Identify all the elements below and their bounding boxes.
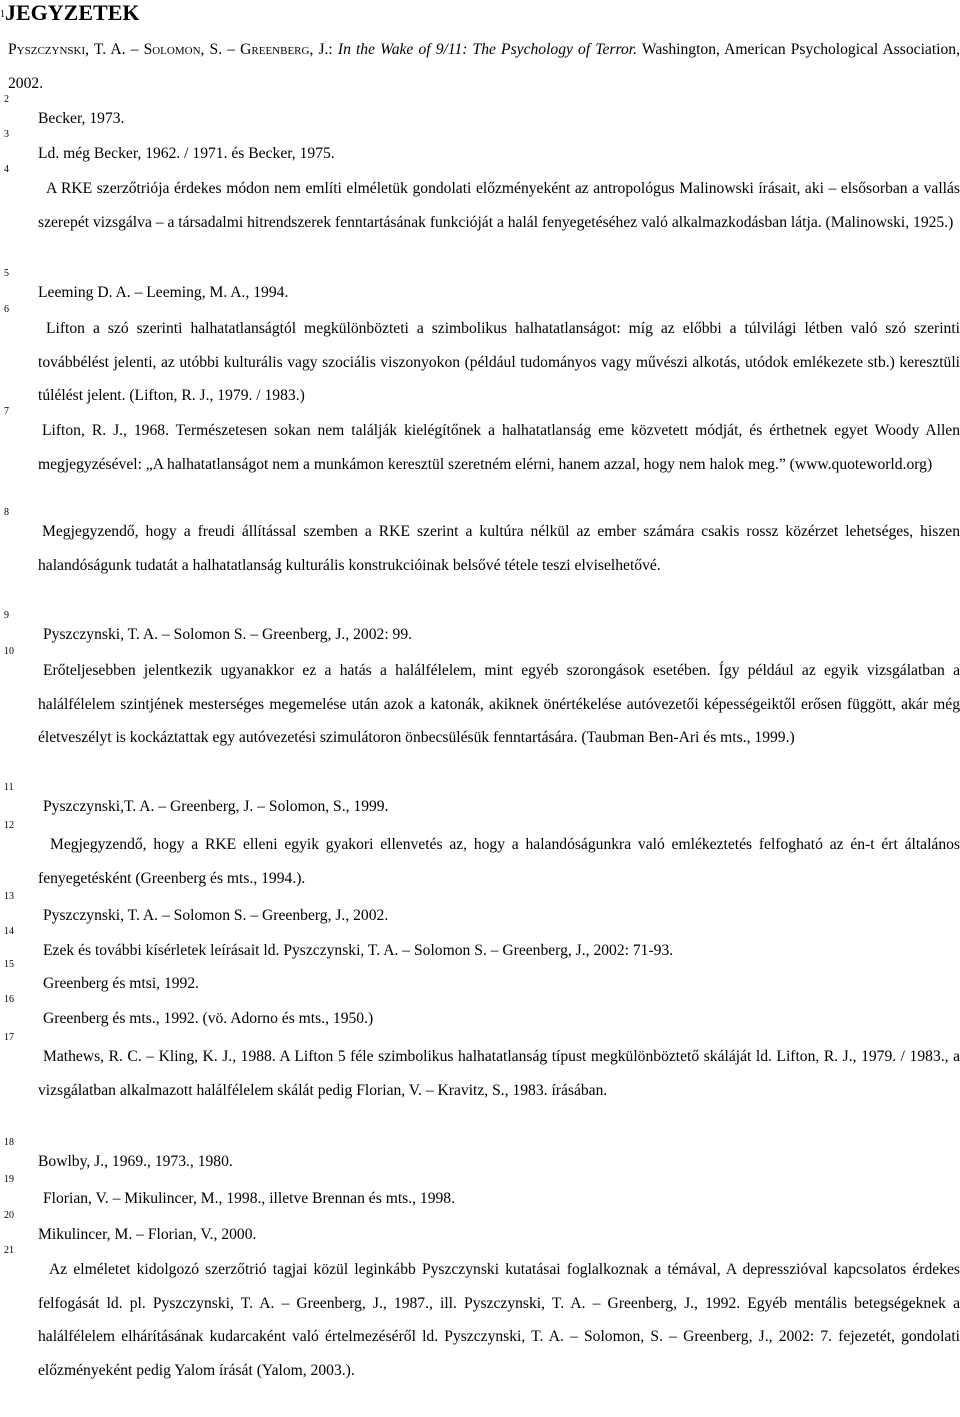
note-20 <box>0 1210 960 1252</box>
note-number: 9 <box>4 610 9 621</box>
heading-title: JEGYZETEK <box>5 0 140 25</box>
note-number: 2 <box>4 94 9 105</box>
note-5 <box>0 268 960 310</box>
note-number: 21 <box>4 1245 14 1256</box>
note-3 <box>0 129 960 171</box>
note-8 <box>0 507 960 582</box>
note-number: 8 <box>4 507 9 518</box>
note-1-separator-1: – <box>125 41 144 58</box>
note-text: Mikulincer, M. – Florian, V., 2000. <box>38 1226 257 1243</box>
note-text: Ezek és további kísérletek leírásait ld. Pyszczynski, T. A. – Solomon S. – Greenberg, J., 2002: 71-93. <box>43 942 674 959</box>
note-1-separator-2: – <box>222 41 241 58</box>
note-number: 20 <box>4 1210 14 1221</box>
note-number: 17 <box>4 1032 14 1043</box>
note-text: Lifton, R. J., 1968. Természetesen sokan nem találják kielégítőnek a halhatatlanság eme közvetett módját, és érthetnek egyet Woody Allen megjegyzésével: „A halhatatlanságot nem a munkámon keresztül szeretném elérni, hanem azzal, hogy nem halok meg.” (www.quoteworld.org) <box>38 422 960 473</box>
note-6 <box>0 304 960 413</box>
note-text: Erőteljesebben jelentkezik ugyanakkor ez a hatás a halálfélelem, mint egyéb szorongások esetében. Így például az egyik vizsgálatban a halálfélelem szintjének mesterséges megemelése után azok a katonák, akiknek önértékelése autóvezetői képességeiktől erősen függött, akár még életveszélyt is kockáztattak egy autóvezetési szimulátoron önbecsülésük fenntartására. (Taubman Ben-Ari és mts., 1999.) <box>38 662 960 746</box>
note-text: Mathews, R. C. – Kling, K. J., 1988. A Lifton 5 féle szimbolikus halhatatlanság típust megkülönböztető skáláját ld. Lifton, R. J., 1979. / 1983., a vizsgálatban alkalmazott halálfélelem skálát pedig Florian, V. – Kravitz, S., 1983. írásában. <box>38 1048 960 1099</box>
note-19 <box>0 1174 960 1216</box>
note-1 <box>0 33 960 100</box>
note-text: Lifton a szó szerinti halhatatlanságtól megkülönbözteti a szimbolikus halhatatlanságot: míg az előbbi a túlvilági létben való szó szerinti továbbélést jelenti, az utóbbi kulturális vagy szociális viszonyokon (például tudományos vagy művészi alkotás, utódok emlékezete stb.) keresztüli túlélést jelent. (Lifton, R. J., 1979. / 1983.) <box>38 320 960 404</box>
note-14 <box>0 926 960 968</box>
note-number: 16 <box>4 994 14 1005</box>
note-text: Leeming D. A. – Leeming, M. A., 1994. <box>38 284 289 301</box>
note-1-title: In the Wake of 9/11: The Psychology of Terror. <box>337 41 638 58</box>
note-1-text <box>8 33 960 100</box>
note-text: Becker, 1973. <box>38 110 125 127</box>
note-number: 14 <box>4 926 14 937</box>
note-18 <box>0 1137 960 1179</box>
note-text: A RKE szerzőtriója érdekes módon nem említi elméletük gondolati előzményeként az antropológus Malinowski írásait, aki – elsősorban a vallás szerepét vizsgálva – a társadalmi hitrendszerek fenntartásának funkcióját a halál fenyegetéséhez való alkalmazkodásban látja. (Malinowski, 1925.) <box>38 180 960 231</box>
note-9 <box>0 610 960 652</box>
note-text: Greenberg és mts., 1992. (vö. Adorno és mts., 1950.) <box>43 1010 374 1027</box>
note-1-author-2: Solomon, S. <box>143 41 223 58</box>
note-number: 6 <box>4 304 9 315</box>
note-10 <box>0 646 960 755</box>
note-1-author-3: Greenberg, J. <box>240 41 329 58</box>
note-1-colon: : <box>328 41 338 58</box>
note-15 <box>0 959 960 1001</box>
note-text: Megjegyzendő, hogy a RKE elleni egyik gyakori ellenvetés az, hogy a halandóságunkra való emlékeztetés felfogható az én-t ért általános fenyegetésként (Greenberg és mts., 1994.). <box>38 836 960 887</box>
note-number: 12 <box>4 820 14 831</box>
note-number: 15 <box>4 959 14 970</box>
note-4 <box>0 164 960 239</box>
notes-heading <box>0 0 139 26</box>
note-text: Florian, V. – Mikulincer, M., 1998., illetve Brennan és mts., 1998. <box>43 1190 455 1207</box>
note-number: 4 <box>4 164 9 175</box>
note-12 <box>0 820 960 895</box>
note-21 <box>0 1245 960 1387</box>
note-text: Greenberg és mtsi, 1992. <box>43 975 200 992</box>
note-1-rest: Washington, American Psychological Association, 2002. <box>8 41 960 92</box>
note-17 <box>0 1032 960 1107</box>
note-text: Ld. még Becker, 1962. / 1971. és Becker, 1975. <box>38 145 335 162</box>
note-number: 13 <box>4 891 14 902</box>
note-11 <box>0 782 960 824</box>
note-7 <box>0 406 960 481</box>
note-number: 11 <box>4 782 14 793</box>
note-text: Megjegyzendő, hogy a freudi állítással szemben a RKE szerint a kultúra nélkül az ember számára csakis rossz közérzet lehetséges, hiszen halandóságunk tudatát a halhatatlanság kulturális konstrukcióinak belsővé tétele teszi elviselhetővé. <box>38 523 960 574</box>
note-text: Pyszczynski, T. A. – Solomon S. – Greenberg, J., 2002. <box>43 907 389 924</box>
note-number: 3 <box>4 129 9 140</box>
note-text: Bowlby, J., 1969., 1973., 1980. <box>38 1153 233 1170</box>
note-number: 5 <box>4 268 9 279</box>
note-text: Pyszczynski,T. A. – Greenberg, J. – Solomon, S., 1999. <box>43 798 389 815</box>
note-1-author-1: Pyszczynski, T. A. <box>8 41 126 58</box>
note-13 <box>0 891 960 933</box>
note-number: 7 <box>4 406 9 417</box>
note-text: Az elméletet kidolgozó szerzőtrió tagjai közül leginkább Pyszczynski kutatásai foglalkoznak a témával, A depresszióval kapcsolatos érdekes felfogását ld. pl. Pyszczynski, T. A. – Greenberg, J., 1987., ill. Pyszczynski, T. A. – Greenberg, J., 1992. Egyéb mentális betegségeknek a halálfélelem elhárításának kudarcaként való értelmezéséről ld. Pyszczynski, T. A. – Solomon, S. – Greenberg, J., 2002: 7. fejezetét, gondolati előzményeként pedig Yalom írását (Yalom, 2003.). <box>38 1261 960 1379</box>
note-text: Pyszczynski, T. A. – Solomon S. – Greenberg, J., 2002: 99. <box>43 626 413 643</box>
note-number: 18 <box>4 1137 14 1148</box>
note-number: 10 <box>4 646 14 657</box>
note-16 <box>0 994 960 1036</box>
note-number: 19 <box>4 1174 14 1185</box>
note-2 <box>0 94 960 136</box>
heading-footnote-number: 1 <box>0 9 5 20</box>
